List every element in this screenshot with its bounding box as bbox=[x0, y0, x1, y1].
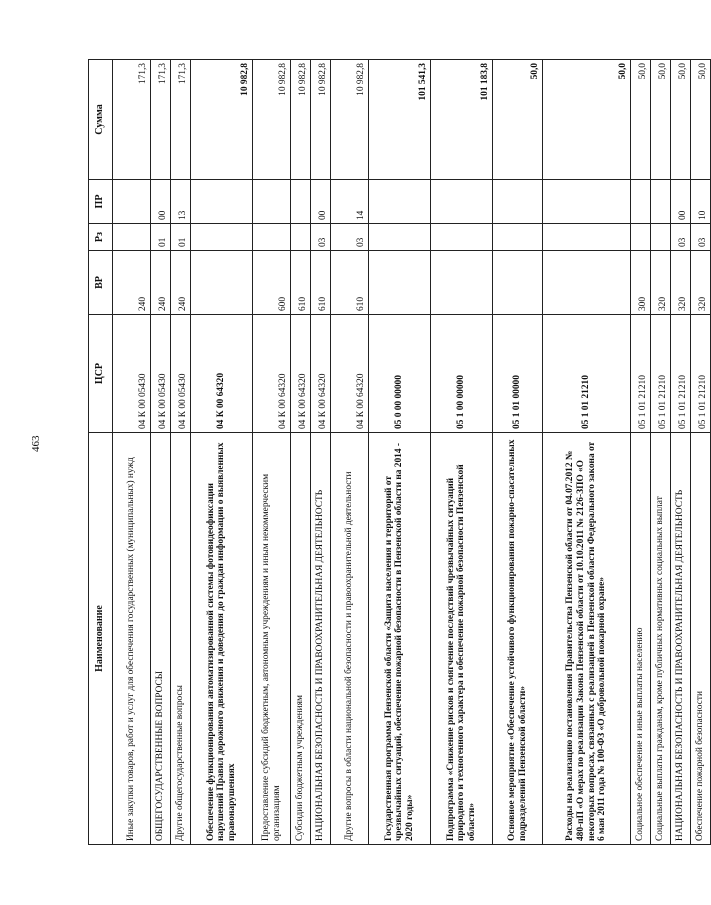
row-sum: 50,0 bbox=[691, 60, 711, 180]
row-rz bbox=[113, 224, 151, 251]
row-rz bbox=[651, 224, 671, 251]
table-row bbox=[291, 60, 311, 845]
table-row bbox=[311, 60, 331, 845]
row-csr: 05 1 01 21210 bbox=[543, 315, 631, 433]
row-pr: 00 bbox=[671, 180, 691, 224]
row-sum: 10 982,8 bbox=[191, 60, 253, 180]
row-name: Обеспечение пожарной безопасности bbox=[691, 433, 711, 845]
row-csr: 04 К 00 64320 bbox=[291, 315, 311, 433]
row-csr: 05 0 00 00000 bbox=[369, 315, 431, 433]
row-pr bbox=[291, 180, 311, 224]
row-csr: 04 К 00 05430 bbox=[151, 315, 171, 433]
row-pr bbox=[543, 180, 631, 224]
row-csr: 05 1 01 21210 bbox=[631, 315, 651, 433]
row-vr bbox=[543, 251, 631, 315]
row-csr: 05 1 01 21210 bbox=[691, 315, 711, 433]
row-pr bbox=[369, 180, 431, 224]
row-pr bbox=[191, 180, 253, 224]
row-sum: 50,0 bbox=[671, 60, 691, 180]
row-pr bbox=[651, 180, 671, 224]
row-vr: 610 bbox=[331, 251, 369, 315]
row-pr bbox=[253, 180, 291, 224]
row-sum: 50,0 bbox=[651, 60, 671, 180]
row-sum: 171,3 bbox=[113, 60, 151, 180]
row-vr bbox=[191, 251, 253, 315]
row-csr: 04 К 00 64320 bbox=[331, 315, 369, 433]
table-row bbox=[369, 60, 431, 845]
row-rz bbox=[631, 224, 651, 251]
table-row bbox=[493, 60, 543, 845]
row-vr: 600 bbox=[253, 251, 291, 315]
row-sum: 50,0 bbox=[631, 60, 651, 180]
row-csr: 04 К 00 05430 bbox=[113, 315, 151, 433]
row-name: Расходы на реализацию постановления Правительства Пензенской области от 04.07.2012 № 480-пП «О мерах по реализации Закона Пензенской области от 10.10.2011 № 2126-ЗПО «О некоторых вопросах, связанных с реализацией в Пензенской области Федерального закона от 6 мая 2011 года № 100-ФЗ «О добровольной пожарной охране» bbox=[543, 433, 631, 845]
row-sum: 50,0 bbox=[543, 60, 631, 180]
row-pr: 10 bbox=[691, 180, 711, 224]
row-sum: 10 982,8 bbox=[253, 60, 291, 180]
header-sum: Сумма bbox=[89, 60, 113, 180]
row-pr bbox=[631, 180, 651, 224]
row-name: Социальные выплаты гражданам, кроме публичных нормативных социальных выплат bbox=[651, 433, 671, 845]
row-name: Подпрограмма «Снижение рисков и смягчение последствий чрезвычайных ситуаций природного и техногенного характера и обеспечение пожарной безопасности Пензенской области» bbox=[431, 433, 493, 845]
row-name: НАЦИОНАЛЬНАЯ БЕЗОПАСНОСТЬ И ПРАВООХРАНИТЕЛЬНАЯ ДЕЯТЕЛЬНОСТЬ bbox=[311, 433, 331, 845]
row-vr: 610 bbox=[291, 251, 311, 315]
row-name: Другие вопросы в области национальной безопасности и правоохранительной деятельности bbox=[331, 433, 369, 845]
row-pr: 13 bbox=[171, 180, 191, 224]
table-row bbox=[543, 60, 631, 845]
row-csr: 05 1 01 00000 bbox=[493, 315, 543, 433]
row-csr: 04 К 00 05430 bbox=[171, 315, 191, 433]
row-vr bbox=[431, 251, 493, 315]
row-rz bbox=[369, 224, 431, 251]
row-csr: 04 К 00 64320 bbox=[253, 315, 291, 433]
row-pr bbox=[431, 180, 493, 224]
page-number: 463 bbox=[30, 435, 42, 452]
row-rz: 03 bbox=[671, 224, 691, 251]
row-pr: 14 bbox=[331, 180, 369, 224]
row-vr bbox=[493, 251, 543, 315]
row-rz bbox=[431, 224, 493, 251]
row-name: Другие общегосударственные вопросы bbox=[171, 433, 191, 845]
row-pr bbox=[493, 180, 543, 224]
table-row bbox=[671, 60, 691, 845]
row-name: Основное мероприятие «Обеспечение устойчивого функционирования пожарно-спасательных подразделений Пензенской области» bbox=[493, 433, 543, 845]
budget-table bbox=[88, 59, 711, 845]
row-name: Государственная программа Пензенской области «Защита населения и территорий от чрезвычайных ситуаций, обеспечение пожарной безопасности в Пензенской области на 2014 - 2020 годы» bbox=[369, 433, 431, 845]
row-rz bbox=[543, 224, 631, 251]
row-rz bbox=[253, 224, 291, 251]
row-csr: 05 1 01 21210 bbox=[651, 315, 671, 433]
row-vr: 320 bbox=[691, 251, 711, 315]
row-sum: 171,3 bbox=[171, 60, 191, 180]
row-rz bbox=[493, 224, 543, 251]
header-name: Наименование bbox=[89, 433, 113, 845]
row-rz: 03 bbox=[311, 224, 331, 251]
row-pr: 00 bbox=[151, 180, 171, 224]
row-name: Предоставление субсидий бюджетным, автономным учреждениям и иным некоммерческим организациям bbox=[253, 433, 291, 845]
table-row bbox=[171, 60, 191, 845]
table-row bbox=[253, 60, 291, 845]
row-sum: 171,3 bbox=[151, 60, 171, 180]
table-row bbox=[331, 60, 369, 845]
header-vr: ВР bbox=[89, 251, 113, 315]
table-header-row bbox=[89, 60, 113, 845]
row-name: Субсидии бюджетным учреждениям bbox=[291, 433, 311, 845]
row-vr: 610 bbox=[311, 251, 331, 315]
row-vr: 240 bbox=[151, 251, 171, 315]
row-rz bbox=[191, 224, 253, 251]
row-rz: 01 bbox=[171, 224, 191, 251]
row-vr: 240 bbox=[113, 251, 151, 315]
row-vr: 300 bbox=[631, 251, 651, 315]
row-sum: 10 982,8 bbox=[311, 60, 331, 180]
row-csr: 04 К 00 64320 bbox=[311, 315, 331, 433]
row-vr: 240 bbox=[171, 251, 191, 315]
header-pr: ПР bbox=[89, 180, 113, 224]
budget-table-container bbox=[88, 60, 709, 845]
row-pr: 00 bbox=[311, 180, 331, 224]
row-name: НАЦИОНАЛЬНАЯ БЕЗОПАСНОСТЬ И ПРАВООХРАНИТЕЛЬНАЯ ДЕЯТЕЛЬНОСТЬ bbox=[671, 433, 691, 845]
table-row bbox=[691, 60, 711, 845]
row-name: Обеспечение функционирования автоматизированной системы фотовидеофиксации нарушений Правил дорожного движения и доведения до граждан информации о выявленных правонарушениях bbox=[191, 433, 253, 845]
row-sum: 101 541,3 bbox=[369, 60, 431, 180]
row-sum: 101 183,8 bbox=[431, 60, 493, 180]
row-sum: 10 982,8 bbox=[331, 60, 369, 180]
table-row bbox=[151, 60, 171, 845]
row-vr: 320 bbox=[651, 251, 671, 315]
row-rz: 03 bbox=[691, 224, 711, 251]
row-vr bbox=[369, 251, 431, 315]
table-row bbox=[191, 60, 253, 845]
row-csr: 04 К 00 64320 bbox=[191, 315, 253, 433]
row-sum: 50,0 bbox=[493, 60, 543, 180]
table-row bbox=[651, 60, 671, 845]
row-name: Социальное обеспечение и иные выплаты населению bbox=[631, 433, 651, 845]
table-row bbox=[113, 60, 151, 845]
row-name: ОБЩЕГОСУДАРСТВЕННЫЕ ВОПРОСЫ bbox=[151, 433, 171, 845]
row-vr: 320 bbox=[671, 251, 691, 315]
header-csr: ЦСР bbox=[89, 315, 113, 433]
row-rz bbox=[291, 224, 311, 251]
row-sum: 10 982,8 bbox=[291, 60, 311, 180]
table-row bbox=[631, 60, 651, 845]
header-rz: Рз bbox=[89, 224, 113, 251]
row-pr bbox=[113, 180, 151, 224]
table-row bbox=[431, 60, 493, 845]
row-rz: 01 bbox=[151, 224, 171, 251]
row-rz: 03 bbox=[331, 224, 369, 251]
row-csr: 05 1 00 00000 bbox=[431, 315, 493, 433]
row-name: Иные закупки товаров, работ и услуг для обеспечения государственных (муниципальных) нужд bbox=[113, 433, 151, 845]
row-csr: 05 1 01 21210 bbox=[671, 315, 691, 433]
